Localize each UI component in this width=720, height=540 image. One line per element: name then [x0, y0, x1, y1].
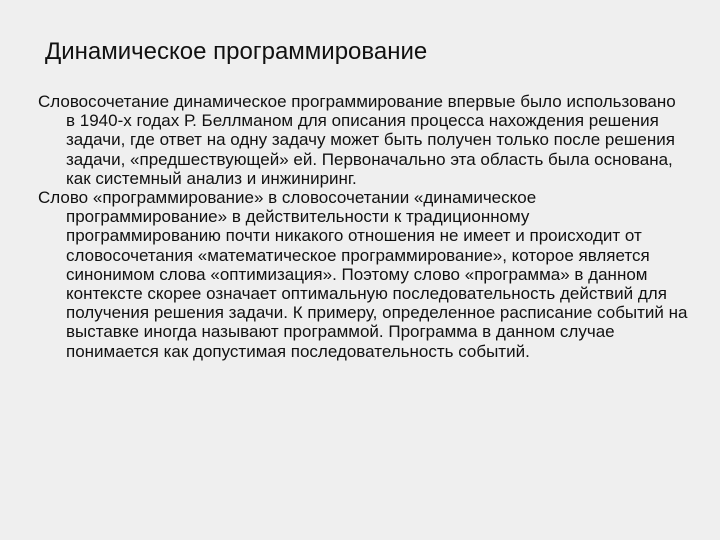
paragraph-history: Словосочетание динамическое программирование впервые было использовано в 1940-х годах Р. Беллманом для описания процесса нахождения решения задачи, где ответ на одну задачу может быть получен только после решения задачи, «предшествующей» ей. Первоначально эта область была основана, как системный анализ и инжиниринг.: [38, 92, 676, 188]
slide-body: [38, 92, 688, 361]
paragraph-term-meaning: Слово «программирование» в словосочетании «динамическое программирование» в действительности к традиционному программированию почти никакого отношения не имеет и происходит от словосочетания «математическое программирование», которое является синонимом слова «оптимизация». Поэтому слово «программа» в данном контексте скорее означает оптимальную последовательность действий для получения решения задачи. К примеру, определенное расписание событий на выставке иногда называют программой. Программа в данном случае понимается как допустимая последовательность событий.: [38, 188, 688, 361]
slide-title: Динамическое программирование: [45, 38, 428, 65]
